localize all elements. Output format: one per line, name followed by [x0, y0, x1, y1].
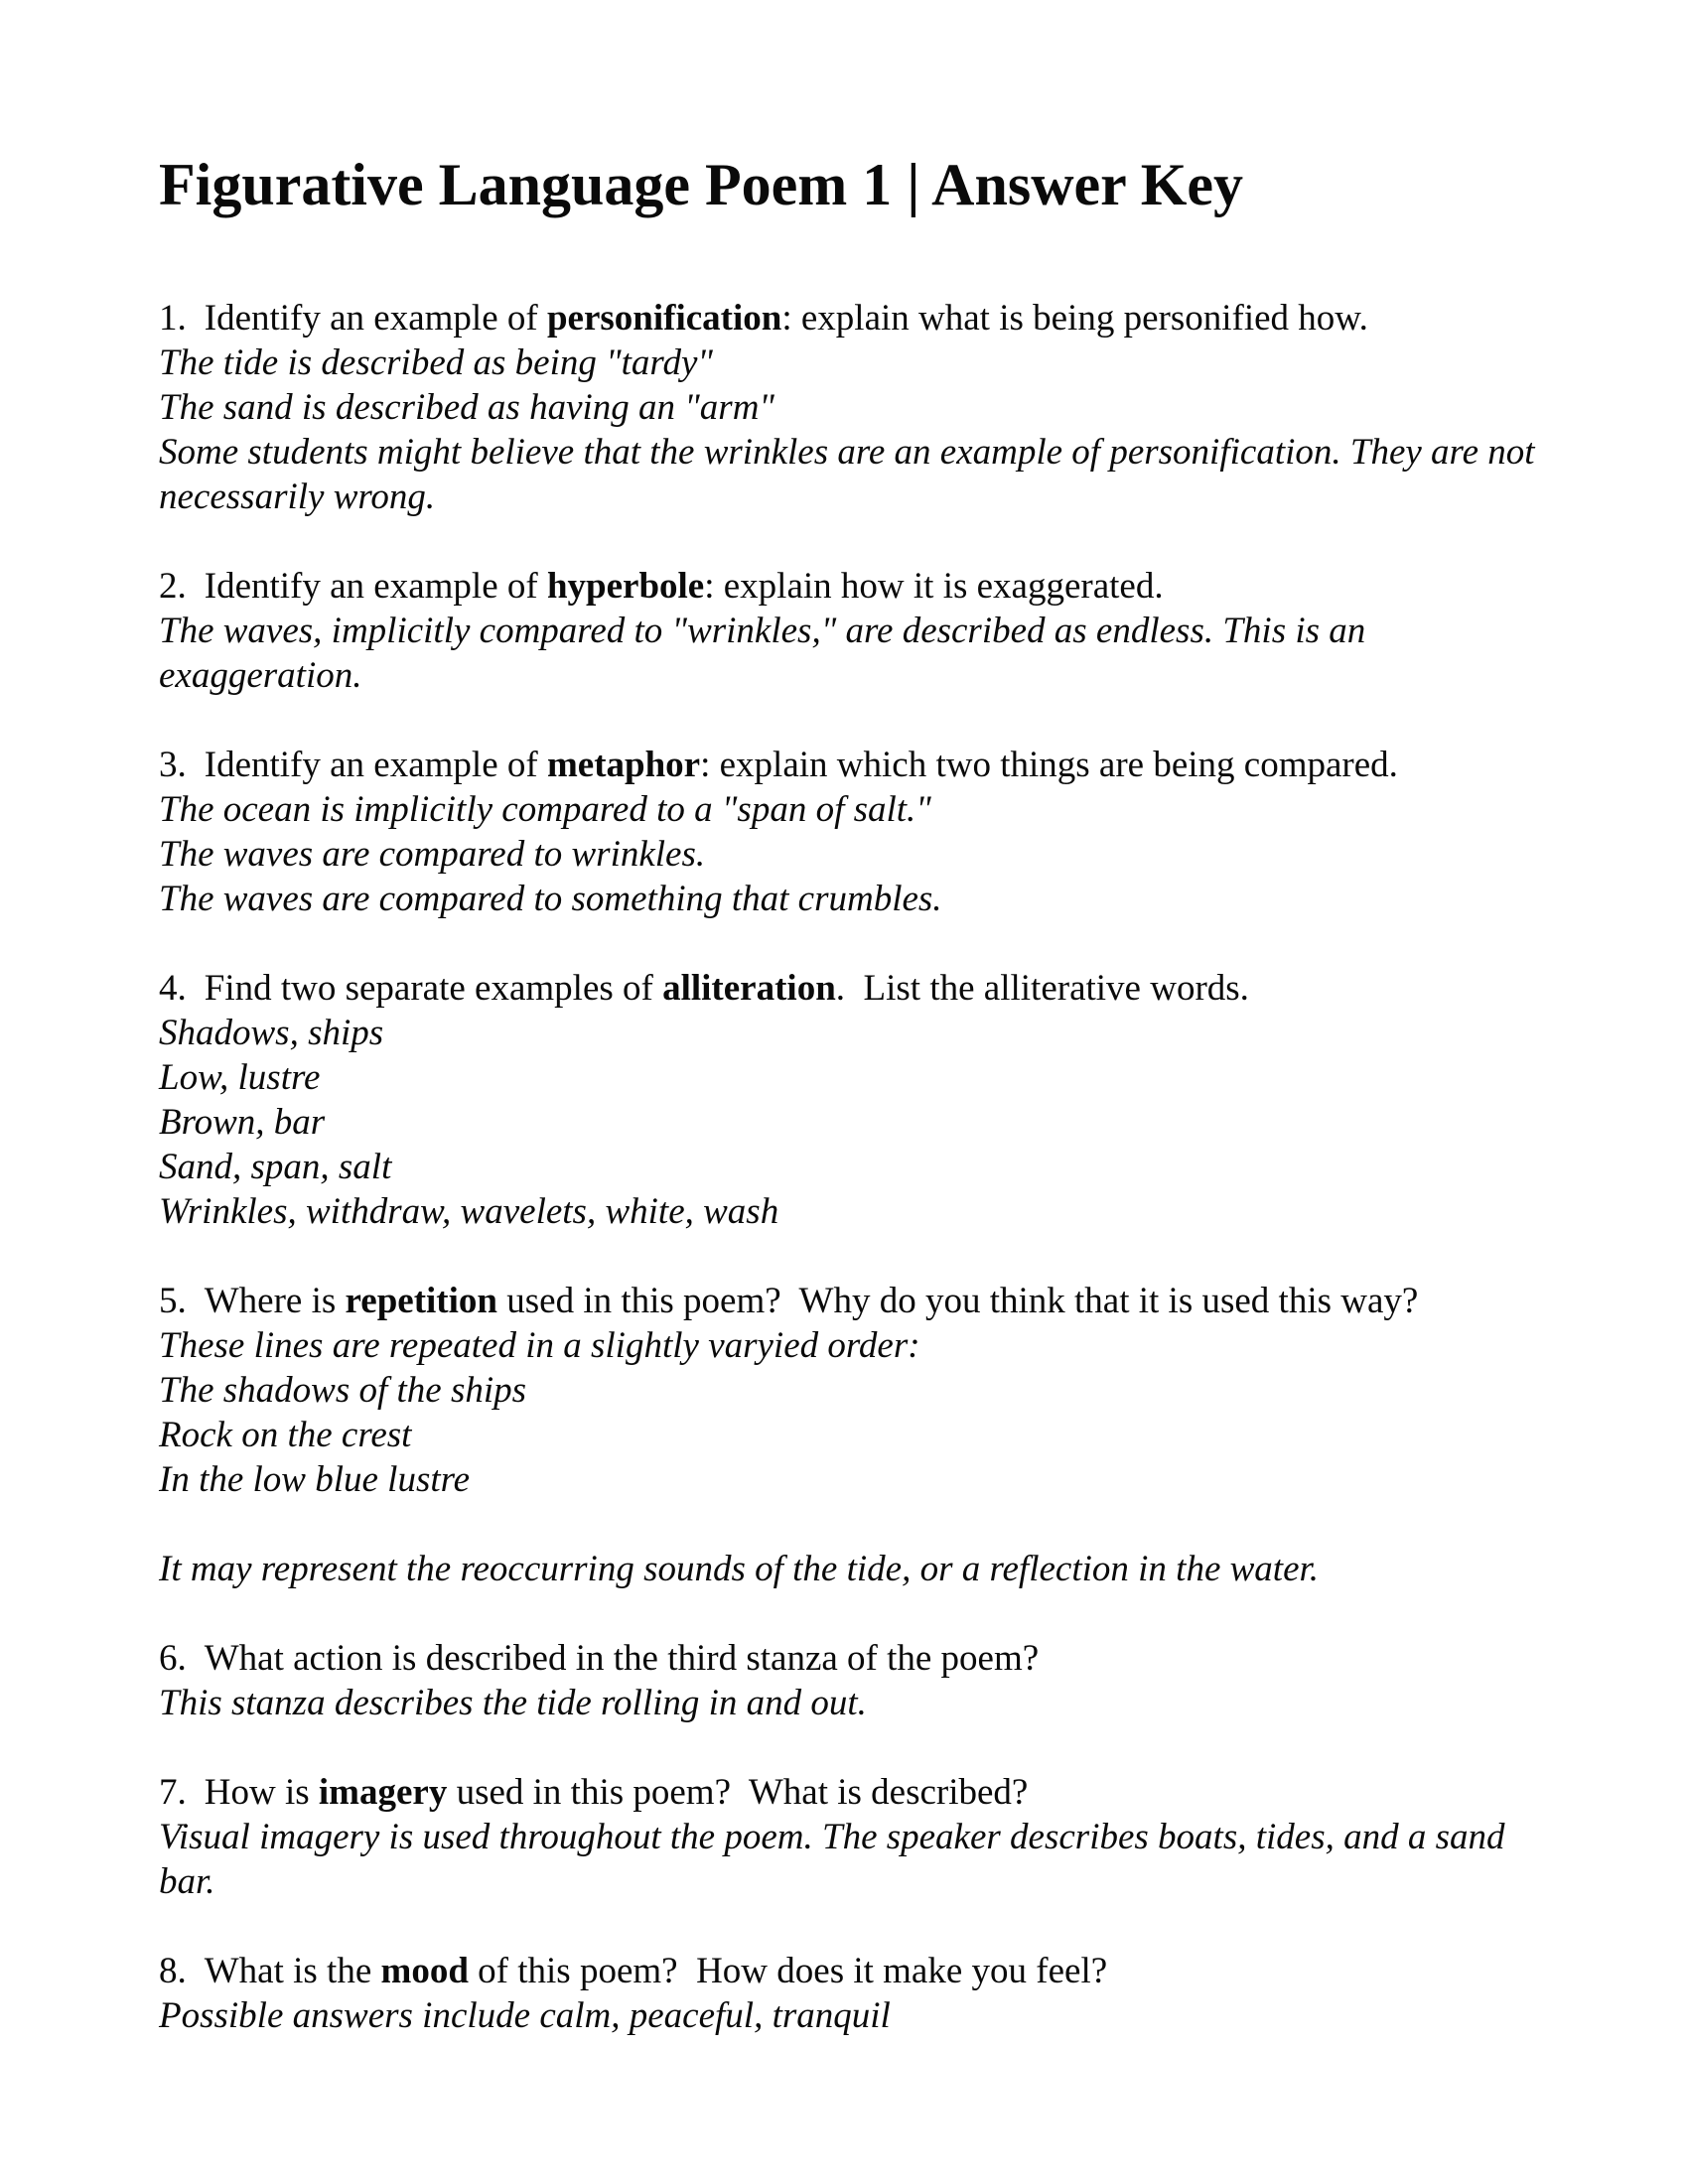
question-block-4 [159, 966, 1544, 1234]
answer-line: Visual imagery is used throughout the poem. The speaker describes boats, tides, and a sand bar. [159, 1817, 1514, 1902]
question-suffix: used in this poem? Why do you think that it is used this way? [497, 1281, 1419, 1321]
answer-line: Sand, span, salt [159, 1147, 392, 1187]
question-text [159, 1770, 1544, 1815]
question-term: mood [380, 1951, 469, 1991]
question-block-8 [159, 1949, 1544, 2038]
followup-line: It may represent the reoccurring sounds of the tide, or a reflection in the water. [159, 1549, 1320, 1589]
answer-line: The waves are compared to something that crumbles. [159, 879, 942, 919]
question-text [159, 564, 1544, 609]
question-number: 1. [159, 298, 187, 339]
question-number: 8. [159, 1951, 187, 1991]
question-term: repetition [345, 1281, 497, 1321]
question-number: 4. [159, 968, 187, 1009]
question-number: 2. [159, 566, 187, 607]
answer-line: These lines are repeated in a slightly varyied order: [159, 1325, 920, 1366]
question-text [159, 1949, 1544, 1993]
answer-line: Brown, bar [159, 1102, 326, 1143]
answer-line: The waves are compared to wrinkles. [159, 834, 706, 875]
question-block-6 [159, 1636, 1544, 1725]
question-suffix: . List the alliterative words. [835, 968, 1249, 1009]
question-suffix: : explain how it is exaggerated. [704, 566, 1164, 607]
answer-line: The tide is described as being "tardy" [159, 342, 713, 383]
answer-line: The shadows of the ships [159, 1370, 527, 1411]
answer-line: The waves, implicitly compared to "wrinkles," are described as endless. This is an exaggeration. [159, 611, 1375, 696]
page-title: Figurative Language Poem 1 | Answer Key [159, 152, 1244, 217]
answer-line: The sand is described as having an "arm" [159, 387, 774, 428]
answer-line: Low, lustre [159, 1057, 321, 1098]
question-prefix: How is [204, 1772, 319, 1813]
question-suffix: of this poem? How does it make you feel? [468, 1951, 1108, 1991]
question-number: 6. [159, 1638, 187, 1679]
answer-line: Some students might believe that the wrinkles are an example of personification. They are not necessarily wrong. [159, 432, 1544, 517]
question-prefix: Identify an example of [204, 745, 547, 785]
question-block-1 [159, 296, 1544, 519]
question-text [159, 743, 1544, 787]
question-prefix: Where is [204, 1281, 346, 1321]
question-suffix: : explain which two things are being compared. [700, 745, 1398, 785]
question-number: 5. [159, 1281, 187, 1321]
question-number: 3. [159, 745, 187, 785]
question-suffix: : explain what is being personified how. [781, 298, 1368, 339]
answer-line: In the low blue lustre [159, 1459, 471, 1500]
question-text [159, 966, 1544, 1011]
question-text [159, 1279, 1544, 1323]
question-block-5 [159, 1279, 1544, 1591]
question-block-3 [159, 743, 1544, 921]
question-term: imagery [318, 1772, 448, 1813]
question-suffix: used in this poem? What is described? [447, 1772, 1029, 1813]
question-prefix: What action is described in the third stanza of the poem? [204, 1638, 1040, 1679]
answer-line: The ocean is implicitly compared to a "span of salt." [159, 789, 931, 830]
question-prefix: Identify an example of [204, 566, 547, 607]
question-number: 7. [159, 1772, 187, 1813]
question-prefix: Identify an example of [204, 298, 547, 339]
question-text [159, 296, 1544, 341]
question-block-7 [159, 1770, 1544, 1904]
question-prefix: What is the [204, 1951, 381, 1991]
question-term: metaphor [546, 745, 701, 785]
question-term: personification [546, 298, 782, 339]
question-block-2 [159, 564, 1544, 698]
answer-line: Wrinkles, withdraw, wavelets, white, wash [159, 1191, 779, 1232]
question-term: alliteration [662, 968, 836, 1009]
question-term: hyperbole [546, 566, 705, 607]
question-prefix: Find two separate examples of [204, 968, 663, 1009]
answer-line: Possible answers include calm, peaceful, tranquil [159, 1995, 891, 2036]
answer-line: This stanza describes the tide rolling in and out. [159, 1683, 867, 1723]
answer-line: Shadows, ships [159, 1013, 384, 1053]
answer-line: Rock on the crest [159, 1415, 412, 1455]
question-text [159, 1636, 1544, 1681]
